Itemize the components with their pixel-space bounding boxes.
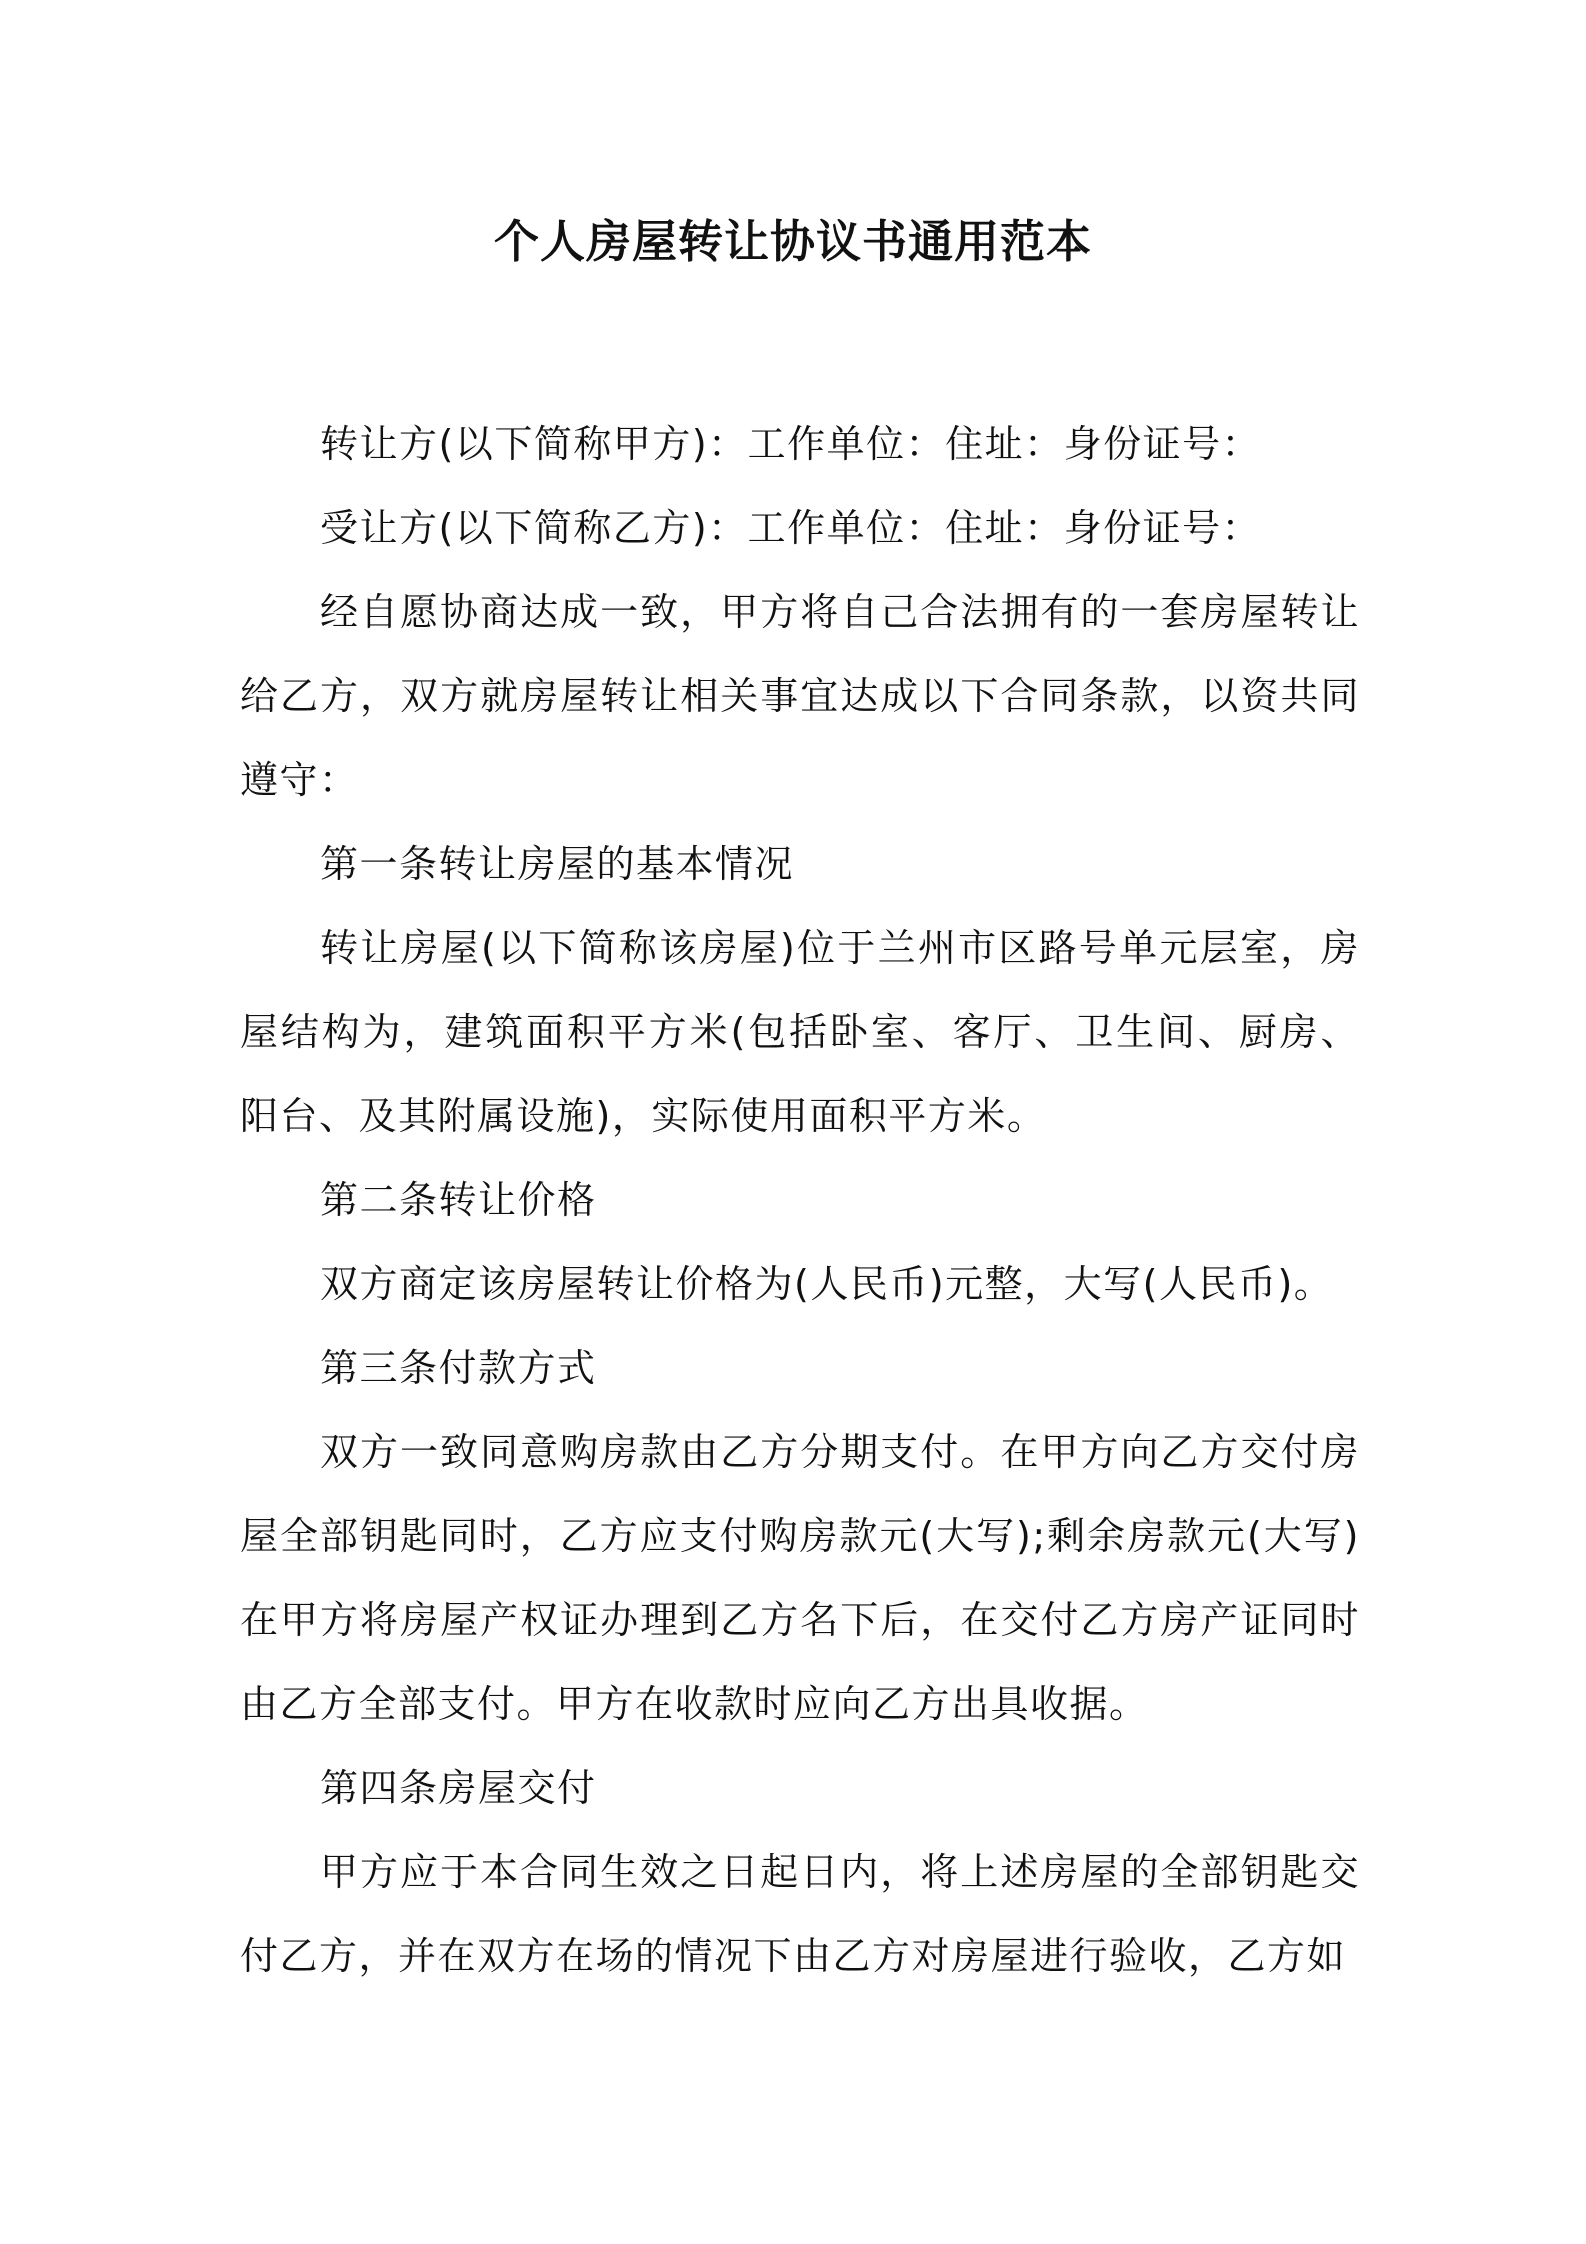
article-1-paragraph: 转让房屋(以下简称该房屋)位于兰州市区路号单元层室，房屋结构为，建筑面积平方米(包括卧室、客厅、卫生间、厨房、阳台、及其附属设施)，实际使用面积平方米。	[240, 926, 1360, 1138]
transferee-line: 受让方(以下简称乙方)：工作单位：住址：身份证号：	[320, 506, 1262, 550]
article-4-paragraph: 甲方应于本合同生效之日起日内，将上述房屋的全部钥匙交付乙方，并在双方在场的情况下由乙方对房屋进行验收，乙方如	[240, 1850, 1360, 1978]
agreement-intro-paragraph: 经自愿协商达成一致，甲方将自己合法拥有的一套房屋转让给乙方，双方就房屋转让相关事宜达成以下合同条款，以资共同遵守：	[240, 590, 1360, 802]
transferor-line: 转让方(以下简称甲方)：工作单位：住址：身份证号：	[320, 422, 1262, 466]
article-2-paragraph: 双方商定该房屋转让价格为(人民币)元整，大写(人民币)。	[320, 1262, 1334, 1306]
article-2-heading: 第二条转让价格	[320, 1178, 597, 1222]
article-3-heading: 第三条付款方式	[320, 1346, 597, 1390]
article-4-heading: 第四条房屋交付	[320, 1766, 597, 1810]
article-1-heading: 第一条转让房屋的基本情况	[320, 842, 795, 886]
article-3-paragraph: 双方一致同意购房款由乙方分期支付。在甲方向乙方交付房屋全部钥匙同时，乙方应支付购房款元(大写);剩余房款元(大写)在甲方将房屋产权证办理到乙方名下后，在交付乙方房产证同时由乙方全部支付。甲方在收款时应向乙方出具收据。	[240, 1430, 1360, 1726]
document-body	[240, 402, 1360, 1998]
document-title: 个人房屋转让协议书通用范本	[493, 215, 1092, 268]
